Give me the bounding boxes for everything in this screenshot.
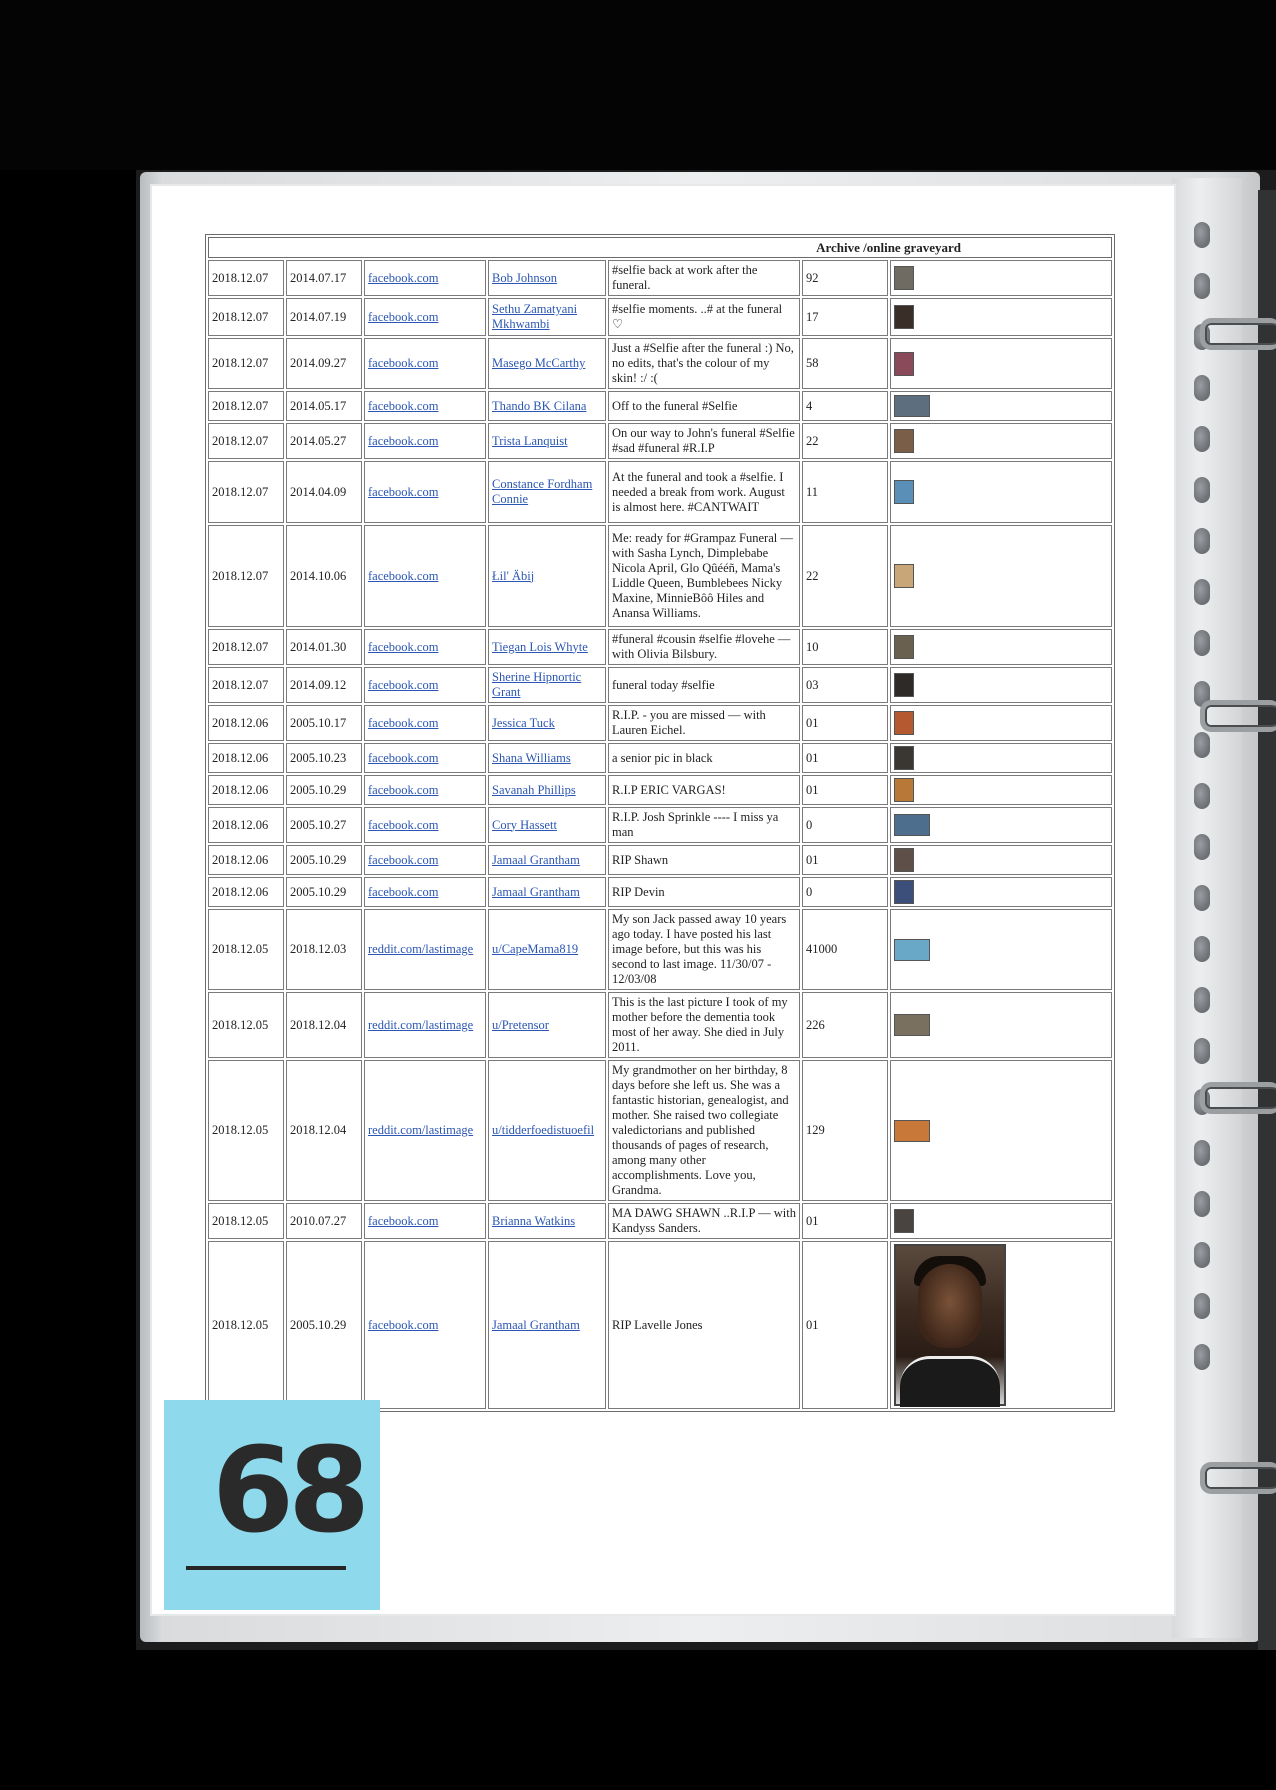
post-image[interactable] xyxy=(894,939,930,961)
crawl-date-cell: 2018.12.07 xyxy=(208,391,284,421)
count-cell: 129 xyxy=(802,1060,888,1201)
count-cell: 03 xyxy=(802,667,888,703)
post-date-cell: 2014.05.17 xyxy=(286,391,362,421)
post-image[interactable] xyxy=(894,395,930,417)
user-cell xyxy=(488,807,606,843)
thumbnail-cell xyxy=(890,877,1112,907)
punch-hole xyxy=(1194,1293,1210,1319)
thumbnail-cell xyxy=(890,298,1112,336)
crawl-date-cell: 2018.12.07 xyxy=(208,525,284,627)
crawl-date-cell: 2018.12.06 xyxy=(208,807,284,843)
punch-hole xyxy=(1194,885,1210,911)
post-text-cell: RIP Lavelle Jones xyxy=(608,1241,800,1409)
user-cell xyxy=(488,423,606,459)
user-link[interactable]: Masego McCarthy xyxy=(492,356,586,370)
site-link[interactable]: facebook.com xyxy=(368,356,439,370)
crawl-date-cell: 2018.12.06 xyxy=(208,743,284,773)
post-image[interactable] xyxy=(894,1209,914,1233)
post-date-cell: 2014.09.12 xyxy=(286,667,362,703)
post-date-cell: 2014.07.17 xyxy=(286,260,362,296)
site-cell xyxy=(364,391,486,421)
count-cell: 22 xyxy=(802,525,888,627)
site-cell xyxy=(364,338,486,389)
thumbnail-cell xyxy=(890,909,1112,990)
punch-hole xyxy=(1194,273,1210,299)
table-row xyxy=(208,807,1112,843)
site-cell xyxy=(364,461,486,523)
table-row xyxy=(208,338,1112,389)
crawl-date-cell: 2018.12.05 xyxy=(208,1203,284,1239)
post-date-cell: 2005.10.23 xyxy=(286,743,362,773)
crawl-date-cell: 2018.12.05 xyxy=(208,1241,284,1409)
site-link[interactable]: facebook.com xyxy=(368,484,439,499)
post-date-cell: 2010.07.27 xyxy=(286,1203,362,1239)
post-text-cell: MA DAWG SHAWN ..R.I.P — with Kandyss Sanders. xyxy=(608,1203,800,1239)
user-cell xyxy=(488,1203,606,1239)
site-cell xyxy=(364,667,486,703)
site-link[interactable]: reddit.com/lastimage xyxy=(368,942,474,956)
crawl-date-cell: 2018.12.05 xyxy=(208,909,284,990)
post-image[interactable] xyxy=(894,305,914,329)
user-link[interactable]: u/tidderfoedistuoefil xyxy=(492,1123,595,1137)
post-text-cell: #selfie moments. ..# at the funeral ♡ xyxy=(608,298,800,336)
site-link[interactable]: facebook.com xyxy=(368,817,439,832)
post-date-cell: 2005.10.17 xyxy=(286,705,362,741)
crawl-date-cell: 2018.12.06 xyxy=(208,877,284,907)
site-cell xyxy=(364,705,486,741)
table-row xyxy=(208,629,1112,665)
crawl-date-cell: 2018.12.07 xyxy=(208,338,284,389)
table-row xyxy=(208,705,1112,741)
post-text-cell: Off to the funeral #Selfie xyxy=(608,391,800,421)
user-link[interactable]: Thando BK Cilana xyxy=(492,398,587,413)
site-link[interactable]: facebook.com xyxy=(368,1317,439,1332)
post-date-cell: 2005.10.29 xyxy=(286,845,362,875)
post-date-cell: 2014.07.19 xyxy=(286,298,362,336)
table-row xyxy=(208,298,1112,336)
post-image[interactable] xyxy=(894,564,914,588)
table-row xyxy=(208,909,1112,990)
portrait-shirt xyxy=(900,1356,1000,1407)
user-link[interactable]: Shana Williams xyxy=(492,750,571,765)
user-cell xyxy=(488,743,606,773)
post-text-cell: My son Jack passed away 10 years ago today. I have posted his last image before, but this was his second to last image. 11/30/07 - 12/03/08 xyxy=(608,909,800,990)
site-link[interactable]: facebook.com xyxy=(368,1213,439,1228)
site-link[interactable]: facebook.com xyxy=(368,398,439,413)
post-date-cell: 2014.01.30 xyxy=(286,629,362,665)
crawl-date-cell: 2018.12.07 xyxy=(208,461,284,523)
post-date-cell: 2018.12.03 xyxy=(286,909,362,990)
user-link[interactable]: u/CapeMama819 xyxy=(492,942,579,956)
site-cell xyxy=(364,1060,486,1201)
table-row xyxy=(208,1060,1112,1201)
user-cell xyxy=(488,461,606,523)
user-cell xyxy=(488,845,606,875)
punch-hole xyxy=(1194,630,1210,656)
user-cell xyxy=(488,992,606,1058)
count-cell: 0 xyxy=(802,807,888,843)
user-link[interactable]: Trista Lanquist xyxy=(492,433,568,448)
user-cell xyxy=(488,391,606,421)
user-cell xyxy=(488,525,606,627)
thumbnail-cell xyxy=(890,743,1112,773)
site-link[interactable]: facebook.com xyxy=(368,884,439,899)
post-text-cell: R.I.P ERIC VARGAS! xyxy=(608,775,800,805)
crawl-date-cell: 2018.12.06 xyxy=(208,775,284,805)
post-date-cell: 2005.10.29 xyxy=(286,1241,362,1409)
table-row xyxy=(208,877,1112,907)
site-cell xyxy=(364,909,486,990)
punch-hole xyxy=(1194,1140,1210,1166)
post-date-cell: 2018.12.04 xyxy=(286,1060,362,1201)
site-cell xyxy=(364,992,486,1058)
table-caption-row xyxy=(208,237,1112,258)
count-cell: 4 xyxy=(802,391,888,421)
crawl-date-cell: 2018.12.07 xyxy=(208,423,284,459)
count-cell: 41000 xyxy=(802,909,888,990)
punch-hole xyxy=(1194,936,1210,962)
thumbnail-cell xyxy=(890,629,1112,665)
post-text-cell: My grandmother on her birthday, 8 days before she left us. She was a fantastic historian, genealogist, and mother. She raised two collegiate valedictorians and published thousands of pages of research, among many other accomplishments. Love you, Grandma. xyxy=(608,1060,800,1201)
user-link[interactable]: Jamaal Grantham xyxy=(492,884,580,899)
post-text-cell: This is the last picture I took of my mother before the dementia took most of her away. She died in July 2011. xyxy=(608,992,800,1058)
count-cell: 92 xyxy=(802,260,888,296)
user-link[interactable]: Jessica Tuck xyxy=(492,715,555,730)
post-image[interactable] xyxy=(894,480,914,504)
table-row xyxy=(208,667,1112,703)
thumbnail-cell xyxy=(890,1203,1112,1239)
table-caption: Archive /online graveyard xyxy=(208,237,1112,258)
site-cell xyxy=(364,423,486,459)
post-image[interactable] xyxy=(894,1244,1006,1406)
count-cell: 01 xyxy=(802,845,888,875)
thumbnail-cell xyxy=(890,667,1112,703)
user-link[interactable]: Sherine Hipnortic Grant xyxy=(492,670,582,699)
site-cell xyxy=(364,629,486,665)
site-cell xyxy=(364,260,486,296)
site-cell xyxy=(364,1203,486,1239)
binder-spine xyxy=(1258,190,1276,1650)
site-cell xyxy=(364,298,486,336)
page-number: 68 xyxy=(212,1421,365,1559)
binder-ring xyxy=(1200,1462,1276,1494)
thumbnail-cell xyxy=(890,705,1112,741)
count-cell: 0 xyxy=(802,877,888,907)
post-text-cell: R.I.P. Josh Sprinkle ---- I miss ya man xyxy=(608,807,800,843)
binder-ring xyxy=(1200,1082,1276,1114)
site-link[interactable]: facebook.com xyxy=(368,677,439,692)
user-cell xyxy=(488,775,606,805)
site-cell xyxy=(364,743,486,773)
site-cell xyxy=(364,877,486,907)
count-cell: 58 xyxy=(802,338,888,389)
user-link[interactable]: Bob Johnson xyxy=(492,270,557,285)
post-date-cell: 2005.10.29 xyxy=(286,775,362,805)
punch-hole xyxy=(1194,477,1210,503)
table-row xyxy=(208,992,1112,1058)
binder-ring xyxy=(1200,700,1276,732)
site-link[interactable]: facebook.com xyxy=(368,639,439,654)
site-link[interactable]: facebook.com xyxy=(368,309,439,324)
site-link[interactable]: facebook.com xyxy=(368,715,439,730)
punch-hole xyxy=(1194,528,1210,554)
post-image[interactable] xyxy=(894,880,914,904)
post-text-cell: Just a #Selfie after the funeral :) No, no edits, that's the colour of my skin! :/ :( xyxy=(608,338,800,389)
table-row xyxy=(208,525,1112,627)
punch-hole xyxy=(1194,732,1210,758)
post-date-cell: 2005.10.27 xyxy=(286,807,362,843)
post-text-cell: #selfie back at work after the funeral. xyxy=(608,260,800,296)
user-link[interactable]: Constance Fordham Connie xyxy=(492,477,593,506)
user-cell xyxy=(488,705,606,741)
site-link[interactable]: facebook.com xyxy=(368,750,439,765)
post-date-cell: 2014.09.27 xyxy=(286,338,362,389)
count-cell: 01 xyxy=(802,1203,888,1239)
punch-hole xyxy=(1194,222,1210,248)
table-row xyxy=(208,1241,1112,1409)
post-image[interactable] xyxy=(894,266,914,290)
thumbnail-cell xyxy=(890,525,1112,627)
user-cell xyxy=(488,667,606,703)
post-text-cell: R.I.P. - you are missed — with Lauren Eichel. xyxy=(608,705,800,741)
punch-hole xyxy=(1194,579,1210,605)
site-link[interactable]: facebook.com xyxy=(368,568,439,583)
post-image[interactable] xyxy=(894,673,914,697)
table-row xyxy=(208,775,1112,805)
user-cell xyxy=(488,338,606,389)
crawl-date-cell: 2018.12.06 xyxy=(208,845,284,875)
thumbnail-cell xyxy=(890,845,1112,875)
user-link[interactable]: Sethu Zamatyani Mkhwambi xyxy=(492,302,578,331)
site-link[interactable]: facebook.com xyxy=(368,433,439,448)
punch-hole xyxy=(1194,375,1210,401)
user-cell xyxy=(488,877,606,907)
table-row xyxy=(208,743,1112,773)
post-date-cell: 2014.05.27 xyxy=(286,423,362,459)
user-link[interactable]: Jamaal Grantham xyxy=(492,852,580,867)
post-image[interactable] xyxy=(894,814,930,836)
post-image[interactable] xyxy=(894,429,914,453)
table-row xyxy=(208,260,1112,296)
user-link[interactable]: Jamaal Grantham xyxy=(492,1317,580,1332)
post-image[interactable] xyxy=(894,746,914,770)
punch-hole xyxy=(1194,834,1210,860)
post-date-cell: 2014.04.09 xyxy=(286,461,362,523)
table-row xyxy=(208,461,1112,523)
thumbnail-cell xyxy=(890,260,1112,296)
post-text-cell: a senior pic in black xyxy=(608,743,800,773)
post-image[interactable] xyxy=(894,635,914,659)
punch-hole xyxy=(1194,1242,1210,1268)
user-cell xyxy=(488,298,606,336)
thumbnail-cell xyxy=(890,423,1112,459)
site-link[interactable]: facebook.com xyxy=(368,270,439,285)
crawl-date-cell: 2018.12.07 xyxy=(208,298,284,336)
post-text-cell: #funeral #cousin #selfie #lovehe — with Olivia Bilsbury. xyxy=(608,629,800,665)
post-text-cell: At the funeral and took a #selfie. I needed a break from work. August is almost here. #CANTWAIT xyxy=(608,461,800,523)
post-date-cell: 2005.10.29 xyxy=(286,877,362,907)
thumbnail-cell xyxy=(890,775,1112,805)
table-row xyxy=(208,1203,1112,1239)
crawl-date-cell: 2018.12.06 xyxy=(208,705,284,741)
site-cell xyxy=(364,525,486,627)
count-cell: 11 xyxy=(802,461,888,523)
crawl-date-cell: 2018.12.07 xyxy=(208,260,284,296)
crawl-date-cell: 2018.12.07 xyxy=(208,667,284,703)
portrait-face xyxy=(918,1264,982,1348)
post-image[interactable] xyxy=(894,1014,930,1036)
table-row xyxy=(208,423,1112,459)
count-cell: 22 xyxy=(802,423,888,459)
post-date-cell: 2018.12.04 xyxy=(286,992,362,1058)
site-cell xyxy=(364,1241,486,1409)
site-link[interactable]: reddit.com/lastimage xyxy=(368,1123,474,1137)
post-text-cell: funeral today #selfie xyxy=(608,667,800,703)
count-cell: 01 xyxy=(802,775,888,805)
count-cell: 226 xyxy=(802,992,888,1058)
post-image[interactable] xyxy=(894,848,914,872)
thumbnail-cell xyxy=(890,992,1112,1058)
post-image[interactable] xyxy=(894,711,914,735)
archive-table xyxy=(205,234,1115,1412)
sticker-underline xyxy=(186,1566,346,1570)
post-image[interactable] xyxy=(894,1120,930,1142)
user-cell xyxy=(488,1241,606,1409)
punch-hole xyxy=(1194,1191,1210,1217)
thumbnail-cell xyxy=(890,1241,1112,1409)
count-cell: 01 xyxy=(802,1241,888,1409)
crawl-date-cell: 2018.12.05 xyxy=(208,992,284,1058)
table-row xyxy=(208,391,1112,421)
punch-hole xyxy=(1194,783,1210,809)
punch-hole xyxy=(1194,1344,1210,1370)
punch-hole xyxy=(1194,426,1210,452)
thumbnail-cell xyxy=(890,1060,1112,1201)
user-link[interactable]: Brianna Watkins xyxy=(492,1213,576,1228)
site-cell xyxy=(364,845,486,875)
user-cell xyxy=(488,909,606,990)
table-row xyxy=(208,845,1112,875)
punch-hole xyxy=(1194,987,1210,1013)
user-link[interactable]: Tiegan Lois Whyte xyxy=(492,639,588,654)
user-link[interactable]: Łil' Äbij xyxy=(492,568,535,583)
binder-ring xyxy=(1200,318,1276,350)
post-text-cell: RIP Shawn xyxy=(608,845,800,875)
count-cell: 10 xyxy=(802,629,888,665)
count-cell: 01 xyxy=(802,705,888,741)
user-cell xyxy=(488,260,606,296)
post-image[interactable] xyxy=(894,778,914,802)
user-link[interactable]: Savanah Phillips xyxy=(492,782,576,797)
count-cell: 17 xyxy=(802,298,888,336)
user-link[interactable]: Cory Hassett xyxy=(492,817,557,832)
site-link[interactable]: facebook.com xyxy=(368,782,439,797)
user-link[interactable]: u/Pretensor xyxy=(492,1017,549,1032)
user-cell xyxy=(488,629,606,665)
thumbnail-cell xyxy=(890,807,1112,843)
punch-hole xyxy=(1194,1038,1210,1064)
crawl-date-cell: 2018.12.05 xyxy=(208,1060,284,1201)
post-text-cell: On our way to John's funeral #Selfie #sad #funeral #R.I.P xyxy=(608,423,800,459)
count-cell: 01 xyxy=(802,743,888,773)
post-date-cell: 2014.10.06 xyxy=(286,525,362,627)
site-cell xyxy=(364,807,486,843)
site-link[interactable]: facebook.com xyxy=(368,852,439,867)
crawl-date-cell: 2018.12.07 xyxy=(208,629,284,665)
thumbnail-cell xyxy=(890,391,1112,421)
user-cell xyxy=(488,1060,606,1201)
background-top xyxy=(0,0,1276,170)
post-image[interactable] xyxy=(894,352,914,376)
site-link[interactable]: reddit.com/lastimage xyxy=(368,1017,474,1032)
post-text-cell: Me: ready for #Grampaz Funeral — with Sasha Lynch, Dimplebabe Nicola April, Glo Qûééñ, Mama's Liddle Queen, Bumblebees Nicky Maxine, MinnieBôô Hiles and Anansa Williams. xyxy=(608,525,800,627)
post-text-cell: RIP Devin xyxy=(608,877,800,907)
thumbnail-cell xyxy=(890,338,1112,389)
thumbnail-cell xyxy=(890,461,1112,523)
site-cell xyxy=(364,775,486,805)
